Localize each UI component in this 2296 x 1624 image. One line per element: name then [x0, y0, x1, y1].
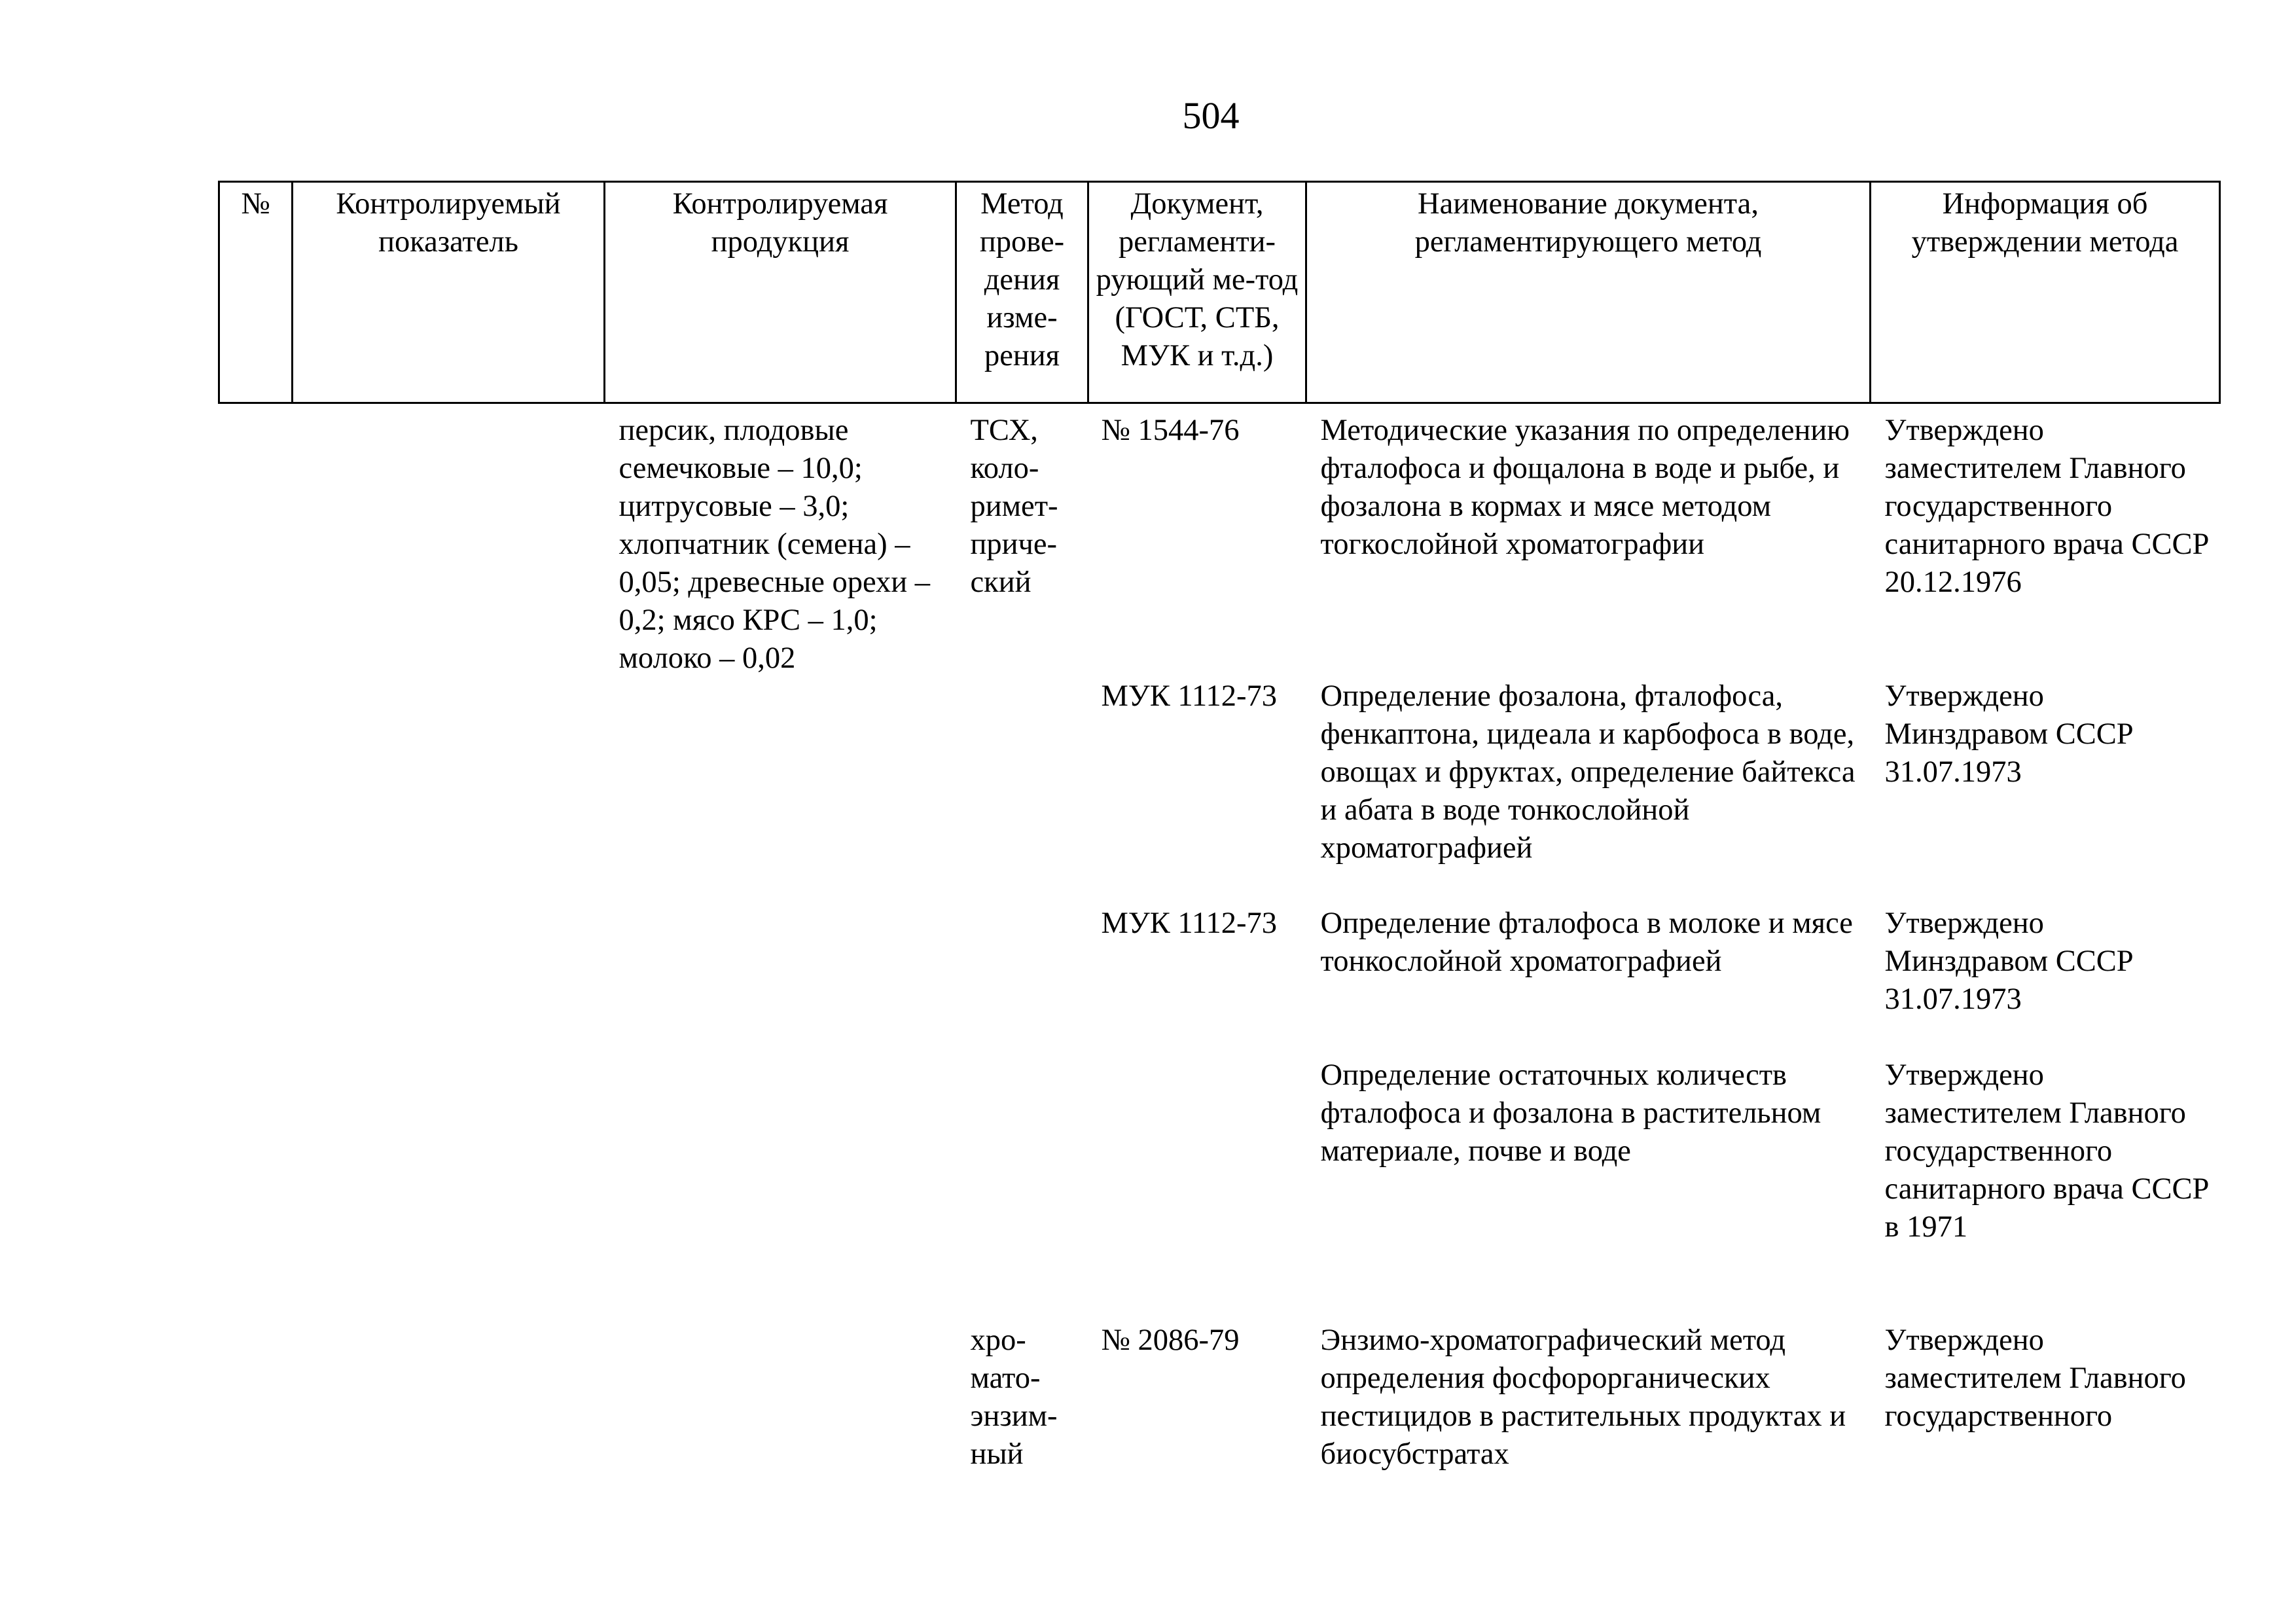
page-number: 504 [1182, 94, 1240, 137]
table-row [219, 1056, 2220, 1322]
cell-doc-name: Определение фталофоса в молоке и мясе тонкослойной хроматографией [1320, 907, 1853, 978]
table-row [219, 677, 2220, 905]
cell-doc-name: Определение остаточных количеств фталофоса и фозалона в растительном материале, почве и воде [1320, 1058, 1821, 1168]
cell-number [219, 1322, 293, 1473]
cell-method [956, 905, 1088, 1056]
header-document: Документ, регламенти-рующий ме-тод (ГОСТ, СТБ, МУК и т.д.) [1088, 182, 1306, 403]
cell-number [219, 905, 293, 1056]
header-approval: Информация об утверждении метода [1871, 182, 2220, 403]
cell-document: № 2086-79 [1101, 1324, 1240, 1357]
cell-indicator [293, 1322, 605, 1473]
cell-number [219, 677, 293, 905]
cell-number [219, 403, 293, 678]
cell-product [605, 905, 956, 1056]
cell-product [605, 677, 956, 905]
cell-number [219, 1056, 293, 1322]
header-product: Контролируемая продукция [605, 182, 956, 403]
cell-indicator [293, 905, 605, 1056]
table-row [219, 403, 2220, 678]
cell-product [605, 1322, 956, 1473]
cell-approval: Утверждено заместителем Главного государственного [1884, 1324, 2186, 1433]
methods-table [218, 181, 2221, 1473]
cell-approval: Утверждено Минздравом СССР 31.07.1973 [1884, 907, 2134, 1016]
cell-indicator [293, 1056, 605, 1322]
cell-approval: Утверждено заместителем Главного государственного санитарного врача СССР 20.12.1976 [1884, 414, 2210, 599]
cell-method: хро-мато-энзим-ный [970, 1324, 1058, 1471]
cell-doc-name: Методические указания по определению фталофоса и фощалона в воде и рыбе, и фозалона в кормах и мясе методом тогкослойной хроматографии [1320, 414, 1850, 561]
cell-product: персик, плодовые семечковые – 10,0; цитрусовые – 3,0; хлопчатник (семена) – 0,05; древесные орехи – 0,2; мясо КРС – 1,0; молоко – 0,02 [619, 414, 931, 675]
cell-document [1088, 1056, 1306, 1322]
cell-document: № 1544-76 [1101, 414, 1240, 447]
header-indicator: Контролируемый показатель [293, 182, 605, 403]
cell-indicator [293, 403, 605, 678]
cell-approval: Утверждено заместителем Главного государственного санитарного врача СССР в 1971 [1884, 1058, 2210, 1244]
cell-indicator [293, 677, 605, 905]
header-number: № [219, 182, 293, 403]
cell-method [956, 1056, 1088, 1322]
cell-product [605, 1056, 956, 1322]
header-method: Метод прове-дения изме-рения [956, 182, 1088, 403]
cell-doc-name: Энзимо-хроматографический метод определения фосфорорганических пестицидов в растительных продуктах и биосубстратах [1320, 1324, 1846, 1471]
table-row [219, 1322, 2220, 1473]
cell-method: ТСХ, коло-римет-приче-ский [970, 414, 1058, 599]
cell-document: МУК 1112-73 [1101, 907, 1277, 940]
cell-doc-name: Определение фозалона, фталофоса, фенкаптона, цидеала и карбофоса в воде, овощах и фруктах, определение байтекса и абата в воде тонкослойной хроматографией [1320, 679, 1856, 865]
header-doc-name: Наименование документа, регламентирующего метод [1306, 182, 1871, 403]
cell-method [956, 677, 1088, 905]
table-header [219, 182, 2220, 403]
table-row [219, 905, 2220, 1056]
cell-document: МУК 1112-73 [1101, 679, 1277, 713]
cell-approval: Утверждено Минздравом СССР 31.07.1973 [1884, 679, 2134, 789]
